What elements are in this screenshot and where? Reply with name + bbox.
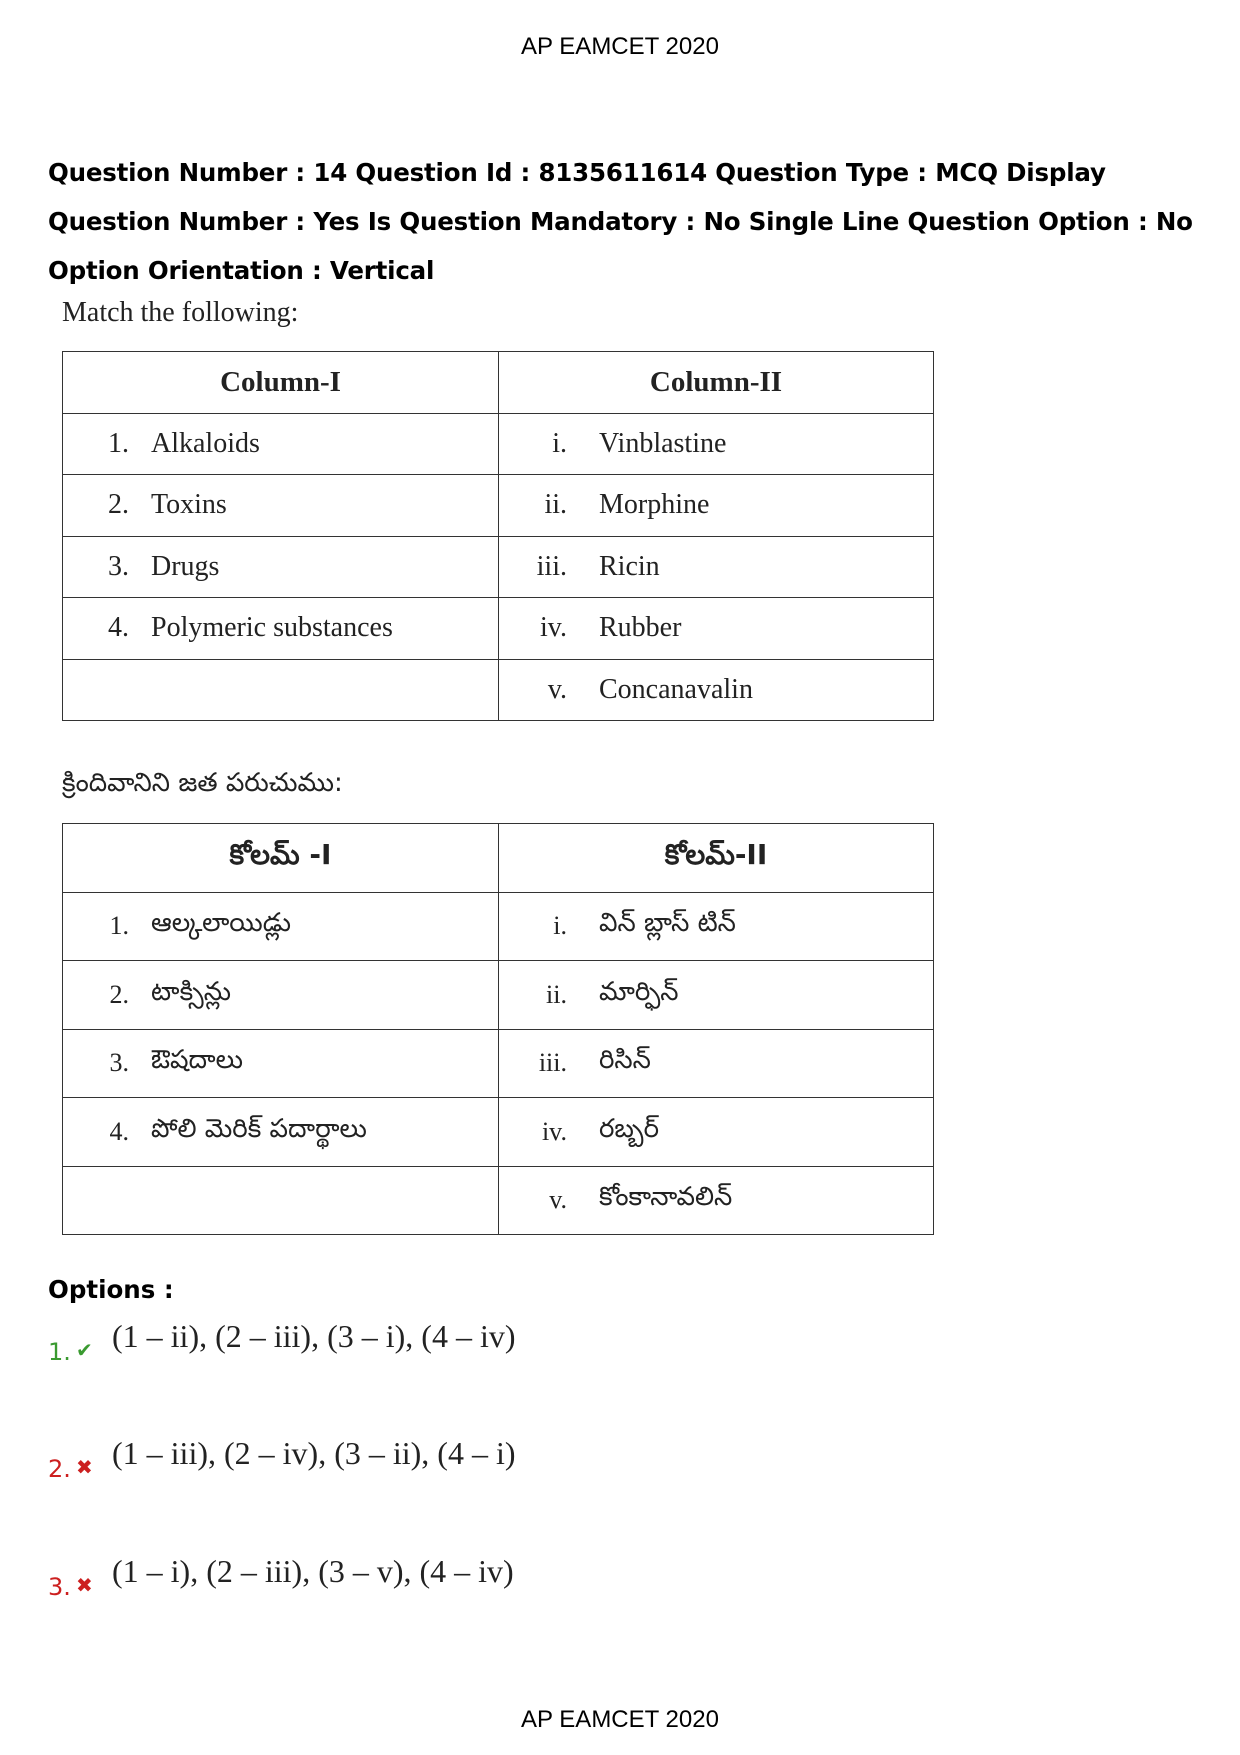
option-number: 3. xyxy=(48,1573,71,1601)
instruction-telugu: క్రిందివానిని జత పరుచుము: xyxy=(62,768,343,798)
row-roman: iii. xyxy=(538,1048,567,1078)
table-row xyxy=(63,1029,934,1098)
row-number: 4. xyxy=(109,1116,129,1146)
column-1-item: Drugs xyxy=(151,550,220,582)
column-1-item: Toxins xyxy=(151,489,227,521)
table-row xyxy=(63,659,934,721)
table-row xyxy=(63,961,934,1030)
column-2-item: Vinblastine xyxy=(599,427,727,459)
column-2-item: మార్ఫిన్ xyxy=(599,976,679,1007)
option-number: 2. xyxy=(48,1455,71,1483)
table-header-row xyxy=(63,824,934,893)
match-table-telugu xyxy=(62,823,934,1235)
column-2-item: Concanavalin xyxy=(599,673,753,705)
instruction-english: Match the following: xyxy=(62,297,299,328)
row-number: 3. xyxy=(108,550,129,582)
column-1-header: కోలమ్ -I xyxy=(63,824,499,893)
table-row xyxy=(63,536,934,598)
column-1-header: Column-I xyxy=(63,352,499,414)
row-number: 1. xyxy=(109,911,129,941)
row-roman: i. xyxy=(553,911,567,941)
option-text: (1 – ii), (2 – iii), (3 – i), (4 – iv) xyxy=(112,1318,516,1354)
page-header: AP EAMCET 2020 xyxy=(521,33,719,60)
table-row xyxy=(63,1166,934,1235)
row-number: 2. xyxy=(109,979,129,1009)
cross-icon: ✖ xyxy=(76,1455,93,1479)
table-row xyxy=(63,892,934,961)
cross-icon: ✖ xyxy=(76,1573,93,1597)
row-number: 1. xyxy=(108,427,129,459)
column-1-item: Polymeric substances xyxy=(151,612,393,644)
option-text: (1 – i), (2 – iii), (3 – v), (4 – iv) xyxy=(112,1553,514,1589)
option-3[interactable] xyxy=(48,1553,748,1613)
page-footer: AP EAMCET 2020 xyxy=(521,1706,719,1733)
options-title: Options : xyxy=(48,1275,174,1304)
column-2-header: కోలమ్-II xyxy=(499,824,934,893)
row-roman: v. xyxy=(547,673,567,705)
column-2-item: రిసిన్ xyxy=(599,1045,651,1076)
row-roman: ii. xyxy=(544,489,567,521)
column-1-item: ఆల్కలాయిడ్లు xyxy=(151,908,291,939)
column-1-item: పోలి మెరిక్ పదార్థాలు xyxy=(151,1113,367,1144)
column-2-item: Ricin xyxy=(599,550,660,582)
option-1[interactable] xyxy=(48,1318,748,1378)
row-roman: iv. xyxy=(541,1116,567,1146)
row-number: 2. xyxy=(108,489,129,521)
column-2-item: Morphine xyxy=(599,489,710,521)
table-row xyxy=(63,475,934,537)
row-roman: v. xyxy=(549,1185,567,1215)
option-number: 1. xyxy=(48,1338,71,1366)
table-header-row xyxy=(63,352,934,414)
row-number: 3. xyxy=(109,1048,129,1078)
row-roman: iv. xyxy=(540,612,567,644)
match-table-english xyxy=(62,351,934,721)
column-2-item: Rubber xyxy=(599,612,682,644)
row-roman: iii. xyxy=(536,550,567,582)
option-text: (1 – iii), (2 – iv), (3 – ii), (4 – i) xyxy=(112,1435,516,1471)
check-icon: ✔ xyxy=(76,1338,93,1362)
table-row xyxy=(63,1098,934,1167)
table-row xyxy=(63,598,934,660)
column-1-item: ఔషదాలు xyxy=(151,1045,244,1076)
option-2[interactable] xyxy=(48,1435,748,1495)
row-number: 4. xyxy=(108,612,129,644)
row-roman: ii. xyxy=(546,979,567,1009)
question-meta: Question Number : 14 Question Id : 8135611614 Question Type : MCQ Display Question Number : Yes Is Question Mandatory : No Single Line Question Option : No Option Orientation : Vertical xyxy=(48,158,1193,285)
column-1-item: టాక్సిన్లు xyxy=(151,976,231,1007)
column-2-item: రబ్బర్ xyxy=(599,1113,659,1144)
column-2-header: Column-II xyxy=(499,352,934,414)
row-roman: i. xyxy=(552,427,567,459)
column-1-item: Alkaloids xyxy=(151,427,260,459)
column-2-item: కోంకానావలిన్ xyxy=(599,1182,733,1213)
table-row xyxy=(63,413,934,475)
column-2-item: విన్ బ్లాస్ టిన్ xyxy=(599,908,736,939)
